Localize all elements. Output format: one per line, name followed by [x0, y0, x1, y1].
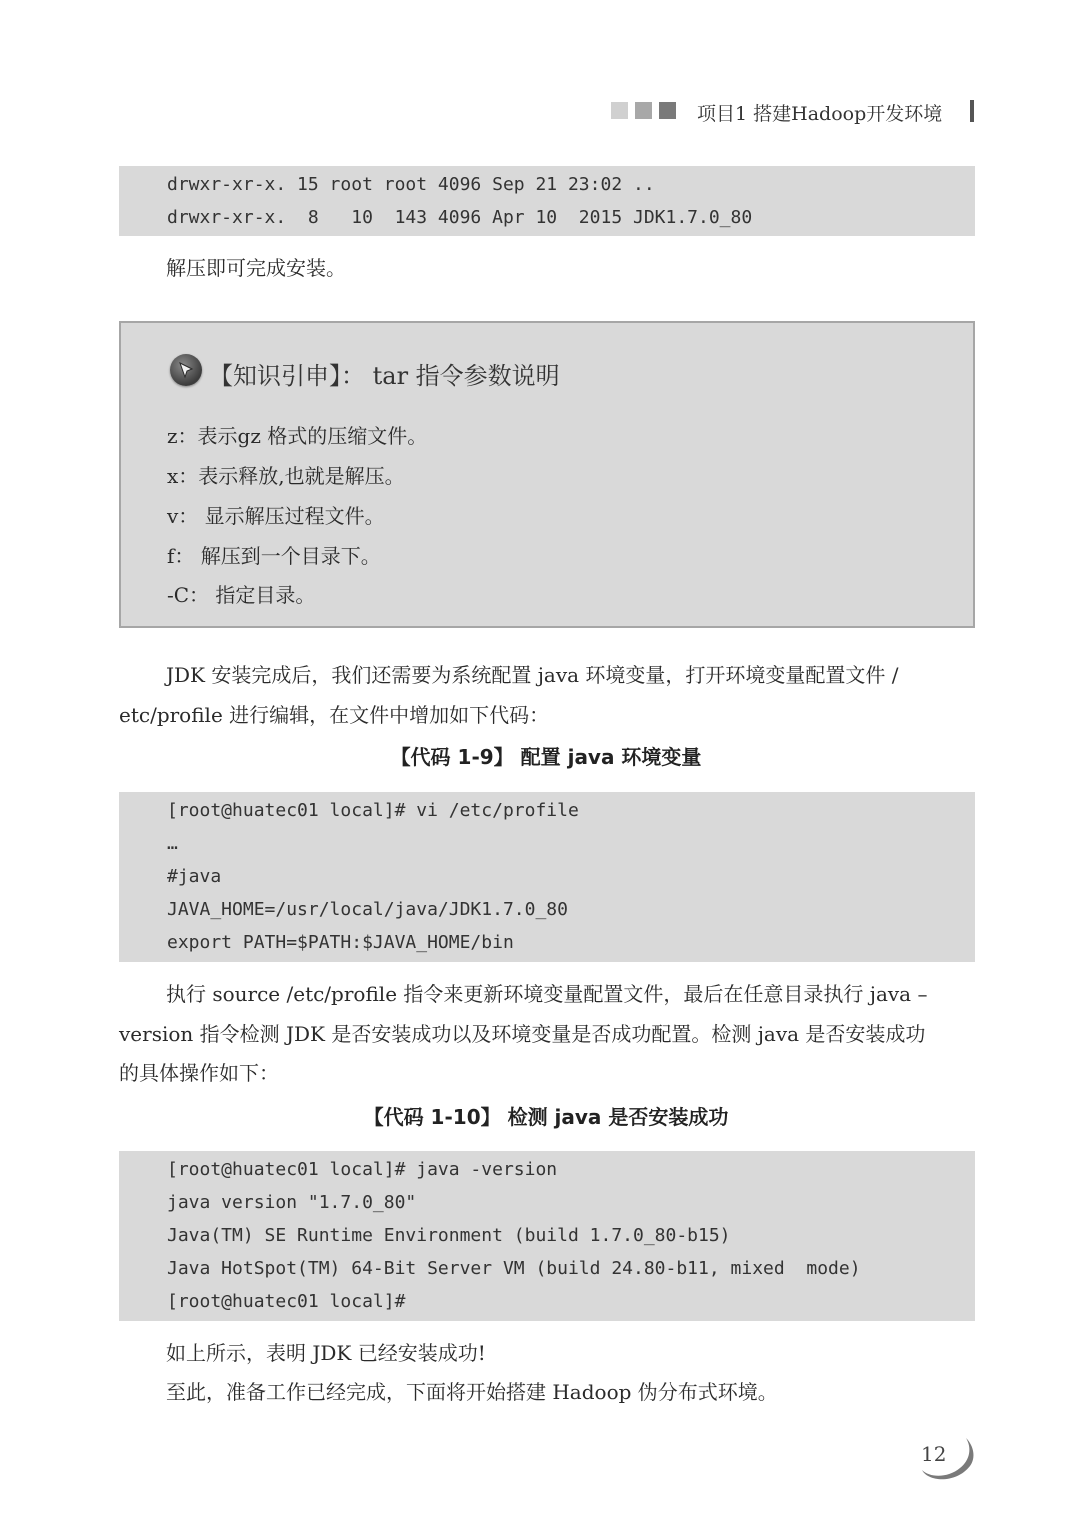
header-square-3 — [659, 102, 676, 119]
code-line: Java HotSpot(TM) 64-Bit Server VM (build 24.80-b11, mixed mode) — [167, 1258, 861, 1279]
code-1-9-caption: 【代码 1-9】 配置 java 环境变量 — [390, 745, 702, 769]
text-unpack: 解压即可完成安装。 — [166, 256, 346, 280]
header-bar — [970, 100, 974, 122]
cursor-arrow-icon — [170, 354, 202, 386]
knowledge-item: f： 解压到一个目录下。 — [167, 544, 381, 568]
code-1-9-block — [119, 792, 975, 962]
para-source-line2: version 指令检测 JDK 是否安装成功以及环境变量是否成功配置。检测 java 是否安装成功 — [119, 1022, 926, 1046]
code-1-10-caption: 【代码 1-10】 检测 java 是否安装成功 — [363, 1105, 729, 1129]
knowledge-box — [119, 321, 975, 628]
para-jdk-line2: etc/profile 进行编辑，在文件中增加如下代码： — [119, 703, 550, 727]
code-line: drwxr-xr-x. 15 root root 4096 Sep 21 23:02 .. — [167, 174, 655, 195]
knowledge-item: z：表示gz 格式的压缩文件。 — [167, 424, 428, 448]
header-title: 项目1 搭建Hadoop开发环境 — [697, 103, 943, 125]
code-line: [root@huatec01 local]# java -version — [167, 1159, 558, 1180]
para-jdk-line1: JDK 安装完成后，我们还需要为系统配置 java 环境变量，打开环境变量配置文件 / — [166, 663, 899, 687]
page-number: 12 — [921, 1442, 947, 1466]
code-line: drwxr-xr-x. 8 10 143 4096 Apr 10 2015 JDK1.7.0_80 — [167, 207, 753, 228]
para-source-line3: 的具体操作如下： — [119, 1061, 279, 1085]
code-line: Java(TM) SE Runtime Environment (build 1.7.0_80-b15) — [167, 1225, 731, 1246]
header-square-2 — [635, 102, 652, 119]
text-next: 至此，准备工作已经完成，下面将开始搭建 Hadoop 伪分布式环境。 — [166, 1380, 778, 1404]
code-line: … — [167, 833, 178, 854]
code-listing-top — [119, 166, 975, 236]
header-square-1 — [611, 102, 628, 119]
code-1-10-block — [119, 1151, 975, 1321]
code-line: JAVA_HOME=/usr/local/java/JDK1.7.0_80 — [167, 899, 568, 920]
knowledge-item: -C： 指定目录。 — [167, 583, 316, 607]
knowledge-item: v： 显示解压过程文件。 — [167, 504, 385, 528]
knowledge-title: 【知识引申】： tar 指令参数说明 — [209, 362, 560, 390]
code-line: [root@huatec01 local]# — [167, 1291, 406, 1312]
para-source-line1: 执行 source /etc/profile 指令来更新环境变量配置文件，最后在任意目录执行 java – — [166, 982, 928, 1006]
code-line: #java — [167, 866, 222, 887]
code-line: export PATH=$PATH:$JAVA_HOME/bin — [167, 932, 514, 953]
code-line: java version "1.7.0_80" — [167, 1192, 417, 1213]
code-line: [root@huatec01 local]# vi /etc/profile — [167, 800, 579, 821]
knowledge-item: x：表示释放,也就是解压。 — [167, 464, 405, 488]
text-success: 如上所示，表明 JDK 已经安装成功! — [166, 1341, 486, 1365]
